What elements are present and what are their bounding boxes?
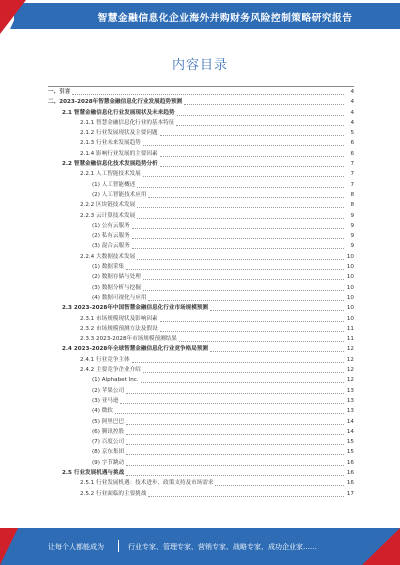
toc-page-number: 14: [346, 428, 354, 435]
header-red-accent: [0, 0, 26, 34]
toc-entry-label: (7) 百度公司: [92, 439, 125, 446]
toc-entry-line: [92, 437, 344, 447]
toc-entry-line: [80, 211, 344, 221]
toc-entry-line: [48, 87, 344, 97]
toc-page-number: 9: [350, 243, 354, 250]
toc-page-number: 7: [350, 161, 354, 168]
toc-entry-line: [92, 417, 344, 427]
toc-leader-dots: [126, 427, 344, 435]
toc-entry-label: (2) 人工智能技术应用: [92, 191, 147, 198]
toc-entry-line: [80, 365, 344, 375]
toc-page-number: 10: [346, 274, 354, 281]
toc-page-number: 4: [350, 89, 354, 95]
toc-leader-dots: [132, 231, 344, 239]
toc-leader-dots: [126, 386, 344, 394]
toc-entry[interactable]: [48, 190, 354, 200]
toc-entry-line: [62, 159, 344, 169]
toc-leader-dots: [143, 169, 344, 177]
toc-entry[interactable]: [48, 365, 354, 375]
toc-entry[interactable]: [48, 437, 354, 447]
toc-entry-label: (1) 人工智能概述: [92, 181, 136, 188]
report-header: [0, 0, 400, 34]
footer-red-accent: [362, 528, 400, 565]
toc-entry[interactable]: [48, 211, 354, 221]
toc-entry-label: 2.2.2 区块链技术发展: [80, 202, 136, 209]
toc-entry-line: [92, 293, 344, 303]
toc-entry[interactable]: [48, 262, 354, 272]
toc-entry-line: [92, 262, 344, 272]
toc-entry[interactable]: [48, 478, 354, 488]
toc-leader-dots: [148, 489, 344, 497]
toc-entry-line: [48, 97, 344, 107]
toc-leader-dots: [210, 303, 344, 311]
toc-entry-line: [92, 190, 344, 200]
toc-leader-dots: [137, 200, 344, 208]
toc-entry-label: 2.2.4 大数据技术发展: [80, 253, 136, 260]
toc-leader-dots: [132, 241, 344, 249]
toc-entry[interactable]: [48, 417, 354, 427]
toc-leader-dots: [177, 108, 344, 116]
toc-page-number: 7: [350, 181, 354, 188]
toc-entry-label: (2) 私有云服务: [92, 233, 130, 240]
toc-leader-dots: [72, 87, 344, 95]
toc-leader-dots: [143, 272, 344, 280]
toc-entry-label: 2.4.1 行业竞争主体: [80, 356, 130, 363]
toc-leader-dots: [160, 324, 344, 332]
toc-entry-line: [62, 303, 344, 313]
toc-entry-label: 2.4 2023-2028年全球智慧金融信息化行业竞争格局预测: [62, 346, 209, 353]
toc-entry[interactable]: [48, 159, 354, 169]
toc-page-number: 15: [346, 439, 354, 446]
toc-page-number: 12: [346, 367, 354, 374]
toc-page-number: 12: [346, 377, 354, 384]
toc-leader-dots: [143, 138, 344, 146]
toc-entry-label: (2) 苹果公司: [92, 387, 125, 394]
toc-entry-line: [92, 458, 344, 468]
toc-entry-label: 一、引言: [48, 89, 71, 95]
toc-entry-label: (4) 数据可视化与应用: [92, 294, 147, 301]
toc-page-number: 13: [346, 387, 354, 394]
toc-entry-label: (8) 京东集团: [92, 449, 125, 456]
footer-red-wedge: [0, 528, 18, 565]
toc-entry[interactable]: [48, 97, 354, 107]
toc-leader-dots: [126, 417, 344, 425]
toc-entry-label: 2.3.1 市场规模现状及影响因素: [80, 315, 158, 322]
toc-page-number: 4: [350, 109, 354, 116]
toc-entry[interactable]: [48, 406, 354, 416]
toc-page-number: 9: [350, 233, 354, 240]
toc-entry-label: 2.1.2 行业发展现状及主要问题: [80, 130, 158, 137]
toc-page-number: 10: [346, 284, 354, 291]
toc-entry-line: [80, 169, 344, 179]
toc-entry[interactable]: [48, 180, 354, 190]
toc-page-number: 9: [350, 222, 354, 229]
toc-leader-dots: [132, 355, 344, 363]
toc-page-number: 6: [350, 140, 354, 147]
toc-entry-label: (1) Alphabet Inc.: [92, 377, 139, 384]
toc-entry-label: 2.2 智慧金融信息化技术发展趋势分析: [62, 161, 158, 168]
toc-entry-line: [62, 108, 344, 118]
toc-leader-dots: [160, 314, 344, 322]
toc-page-number: 11: [346, 325, 354, 332]
table-of-contents: [48, 86, 354, 499]
toc-entry[interactable]: [48, 241, 354, 251]
toc-entry-label: 二、2023-2028年智慧金融信息化行业发展趋势预测: [48, 99, 183, 106]
toc-entry-label: (3) 混合云服务: [92, 243, 130, 250]
toc-entry-label: (5) 阿里巴巴: [92, 418, 125, 425]
toc-page-number: 5: [350, 130, 354, 137]
toc-entry-line: [92, 272, 344, 282]
toc-entry-label: (3) 亚马逊: [92, 397, 119, 404]
toc-entry-line: [80, 128, 344, 138]
toc-entry-label: (2) 数据存储与处理: [92, 274, 141, 281]
toc-entry-label: 2.5 行业发展机遇与挑战: [62, 469, 125, 476]
toc-entry[interactable]: [48, 272, 354, 282]
toc-entry[interactable]: [48, 87, 354, 97]
toc-entry-line: [80, 252, 344, 262]
toc-entry-label: (1) 数据采集: [92, 264, 125, 271]
footer-slogan: 让每个人都能成为: [48, 543, 104, 551]
toc-leader-dots: [160, 128, 344, 136]
toc-entry[interactable]: [48, 169, 354, 179]
toc-entry-line: [80, 478, 344, 488]
toc-entry[interactable]: [48, 283, 354, 293]
toc-entry-line: [80, 324, 344, 334]
toc-entry-label: 2.4.2 主要竞争企业介绍: [80, 367, 141, 374]
toc-page-number: 16: [346, 459, 354, 466]
toc-entry-label: (3) 数据分析与挖掘: [92, 284, 141, 291]
toc-entry-label: 2.1 智慧金融信息化行业发展现状及未来趋势: [62, 109, 175, 116]
toc-entry-line: [80, 355, 344, 365]
toc-page-number: 11: [346, 336, 354, 343]
toc-entry[interactable]: [48, 221, 354, 231]
toc-leader-dots: [126, 262, 344, 270]
toc-leader-dots: [160, 149, 344, 157]
toc-page-number: 12: [346, 346, 354, 353]
toc-entry-line: [92, 406, 344, 416]
toc-page-number: 13: [346, 408, 354, 415]
toc-page-number: 13: [346, 397, 354, 404]
toc-leader-dots: [176, 118, 344, 126]
toc-entry[interactable]: [48, 200, 354, 210]
toc-leader-dots: [132, 221, 344, 229]
toc-entry-line: [92, 241, 344, 251]
toc-leader-dots: [126, 447, 344, 455]
footer-roles: 行业专家、管理专家、营销专家、战略专家、成功企业家……: [128, 543, 317, 551]
toc-page-number: 16: [346, 469, 354, 476]
toc-page-number: 9: [350, 212, 354, 219]
toc-page-number: 14: [346, 418, 354, 425]
toc-leader-dots: [137, 180, 344, 188]
toc-entry-label: (6) 腾讯控股: [92, 428, 125, 435]
toc-leader-dots: [143, 283, 344, 291]
toc-page-number: 10: [346, 253, 354, 260]
toc-page-number: 10: [346, 315, 354, 322]
toc-entry-label: 2.5.2 行业面临的主要挑战: [80, 490, 147, 497]
toc-page-number: 8: [350, 202, 354, 209]
toc-page-number: 12: [346, 356, 354, 363]
toc-entry-label: 2.1.1 智慧金融信息化行业的基本特征: [80, 119, 175, 126]
toc-leader-dots: [160, 159, 344, 167]
toc-entry-line: [80, 489, 344, 499]
toc-entry[interactable]: [48, 386, 354, 396]
toc-page-number: 10: [346, 294, 354, 301]
toc-entry-line: [92, 231, 344, 241]
toc-entry-line: [80, 200, 344, 210]
toc-leader-dots: [184, 97, 344, 105]
toc-entry[interactable]: [48, 355, 354, 365]
toc-page-number: 4: [350, 99, 354, 106]
toc-entry-line: [92, 386, 344, 396]
toc-entry[interactable]: [48, 458, 354, 468]
toc-page-number: 7: [350, 171, 354, 178]
toc-entry-line: [80, 138, 344, 148]
toc-entry[interactable]: [48, 375, 354, 385]
report-title: 智慧金融信息化企业海外并购财务风险控制策略研究报告: [97, 13, 353, 24]
toc-entry-label: 2.1.3 行业未来发展趋势: [80, 140, 141, 147]
report-footer: [0, 528, 400, 565]
toc-entry-line: [80, 314, 344, 324]
toc-leader-dots: [126, 458, 344, 466]
toc-page-number: 10: [346, 264, 354, 271]
toc-leader-dots: [215, 478, 344, 486]
toc-entry-label: 2.2.3 云计算技术发展: [80, 212, 136, 219]
toc-entry-line: [92, 283, 344, 293]
toc-leader-dots: [137, 211, 344, 219]
toc-leader-dots: [137, 252, 344, 260]
toc-entry[interactable]: [48, 468, 354, 478]
toc-entry[interactable]: [48, 324, 354, 334]
toc-entry-label: 2.3.3 2023-2028年市场规模预测结果: [80, 336, 177, 343]
toc-entry[interactable]: [48, 138, 354, 148]
toc-entry[interactable]: [48, 396, 354, 406]
toc-entry-label: 2.1.4 影响行业发展的主要因素: [80, 150, 158, 157]
toc-entry-label: (9) 字节跳动: [92, 459, 125, 466]
toc-entry-line: [80, 334, 344, 344]
toc-page-number: 4: [350, 119, 354, 126]
toc-entry-line: [80, 149, 344, 159]
toc-entry[interactable]: [48, 334, 354, 344]
toc-entry-label: 2.3 2023-2028年中国智慧金融信息化行业市场规模预测: [62, 305, 209, 312]
toc-entry[interactable]: [48, 231, 354, 241]
toc-entry[interactable]: [48, 118, 354, 128]
toc-entry-label: (1) 公有云服务: [92, 222, 130, 229]
toc-entry-line: [92, 447, 344, 457]
toc-leader-dots: [115, 406, 344, 414]
toc-page-number: 17: [346, 490, 354, 497]
toc-entry-line: [92, 375, 344, 385]
toc-leader-dots: [143, 365, 344, 373]
toc-entry[interactable]: [48, 252, 354, 262]
toc-entry[interactable]: [48, 149, 354, 159]
toc-entry[interactable]: [48, 108, 354, 118]
toc-entry-label: (4) 微软: [92, 408, 113, 415]
toc-entry-line: [92, 180, 344, 190]
toc-page-number: 15: [346, 449, 354, 456]
toc-leader-dots: [141, 375, 344, 383]
toc-entry[interactable]: [48, 303, 354, 313]
toc-entry[interactable]: [48, 128, 354, 138]
toc-entry-line: [92, 427, 344, 437]
toc-leader-dots: [120, 396, 344, 404]
toc-entry[interactable]: [48, 447, 354, 457]
toc-leader-dots: [179, 334, 344, 342]
toc-page-number: 16: [346, 480, 354, 487]
toc-entry-line: [62, 344, 344, 354]
toc-page-number: 8: [350, 191, 354, 198]
toc-entry[interactable]: [48, 293, 354, 303]
toc-heading: 内容目录: [171, 58, 228, 73]
toc-entry[interactable]: [48, 427, 354, 437]
toc-leader-dots: [148, 293, 344, 301]
toc-entry[interactable]: [48, 489, 354, 499]
toc-leader-dots: [126, 437, 344, 445]
toc-page-number: 6: [350, 150, 354, 157]
toc-entry-line: [92, 221, 344, 231]
toc-page-number: 10: [346, 305, 354, 312]
toc-entry-label: 2.3.2 市场规模预测方法及假设: [80, 325, 158, 332]
toc-entry-line: [80, 118, 344, 128]
toc-entry[interactable]: [48, 314, 354, 324]
toc-leader-dots: [210, 344, 344, 352]
toc-entry-label: 2.2.1 人工智能技术发展: [80, 171, 141, 178]
toc-entry-label: 2.5.1 行业发展机遇：技术进步、政策支持及市场需求: [80, 480, 214, 487]
toc-entry[interactable]: [48, 344, 354, 354]
toc-entry-line: [92, 396, 344, 406]
toc-leader-dots: [126, 468, 344, 476]
footer-divider: [118, 540, 119, 552]
toc-entry-line: [62, 468, 344, 478]
toc-leader-dots: [148, 190, 344, 198]
